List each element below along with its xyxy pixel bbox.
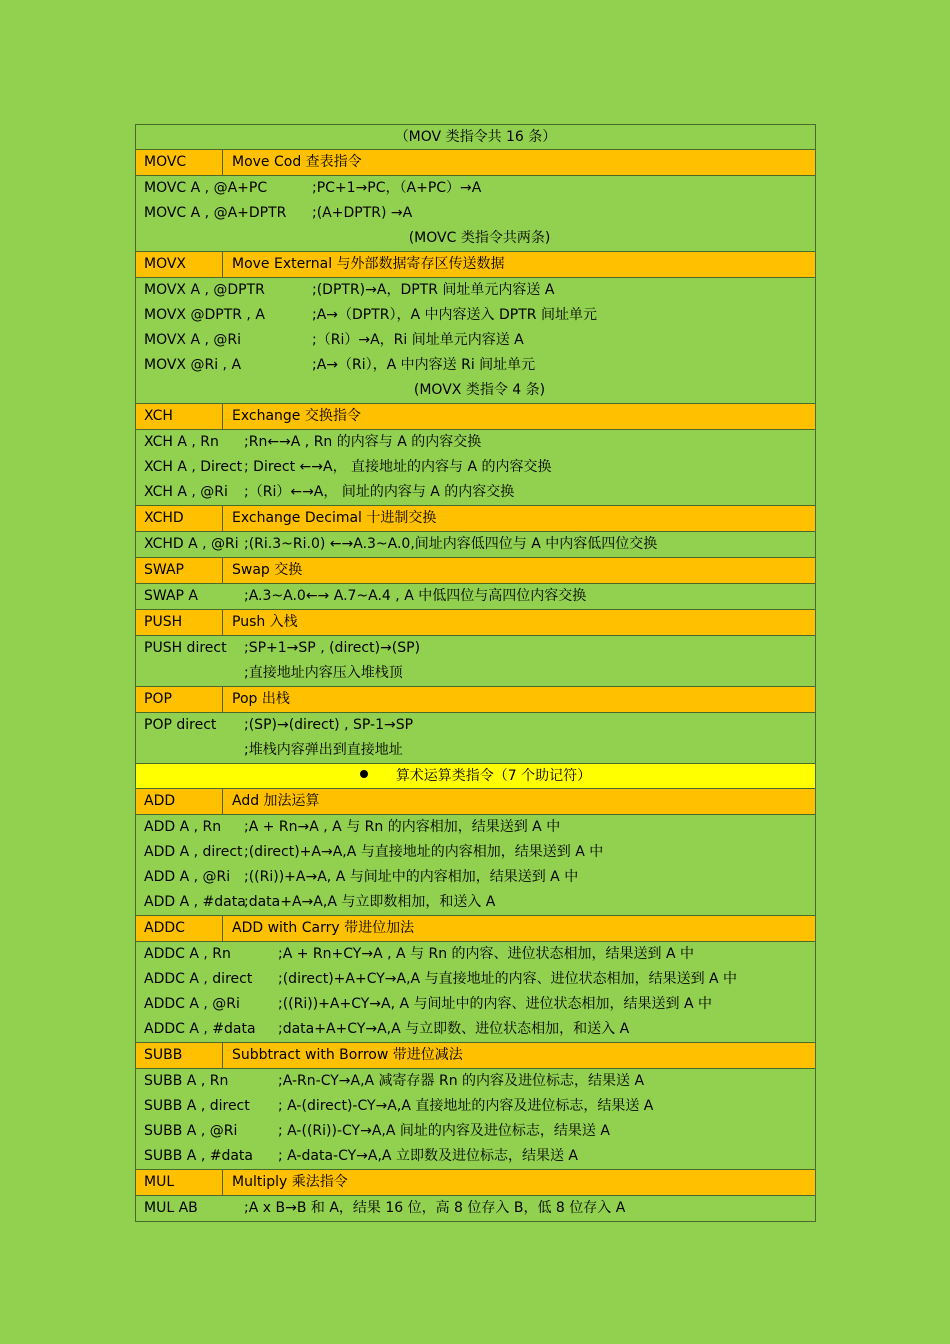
mnemonic-description: ADD with Carry 带进位加法 xyxy=(232,920,415,936)
instruction-code: SUBB A , @Ri xyxy=(144,1123,238,1139)
instruction-line xyxy=(144,1094,815,1119)
instruction-line xyxy=(144,738,815,763)
instruction-code xyxy=(144,738,244,763)
instruction-header xyxy=(136,150,815,176)
instruction-code xyxy=(144,661,244,686)
instruction-comment: ;SP+1→SP , (direct)→(SP) xyxy=(244,640,421,656)
instruction-comment: ;(direct)+A+CY→A,A 与直接地址的内容、进位状态相加，结果送到 A 中 xyxy=(278,971,738,987)
instruction-code: MOVC A , @A+DPTR xyxy=(144,205,287,221)
section-text: 算术运算类指令（7 个助记符） xyxy=(395,768,592,784)
instruction-table xyxy=(135,124,816,1222)
mnemonic: MOVC xyxy=(136,150,223,175)
mnemonic: XCHD xyxy=(136,506,223,531)
instruction-comment: ;data+A→A,A 与立即数相加，和送入 A xyxy=(244,894,496,910)
instruction-code: SUBB A , Rn xyxy=(144,1073,229,1089)
instruction-code: XCHD A , @Ri xyxy=(144,536,239,552)
instruction-body xyxy=(136,942,815,1043)
instruction-code: MOVX A , @DPTR xyxy=(144,282,265,298)
summary-note xyxy=(144,226,815,251)
instruction-code: ADDC A , #data xyxy=(144,1021,256,1037)
instruction-comment: ;(DPTR)→A，DPTR 间址单元内容送 A xyxy=(312,282,555,298)
instruction-comment: ; Direct ←→A， 直接地址的内容与 A 的内容交换 xyxy=(244,459,552,475)
instruction-code: XCH A , @Ri xyxy=(144,484,228,500)
instruction-comment: ;data+A+CY→A,A 与立即数、进位状态相加，和送入 A xyxy=(278,1021,630,1037)
instruction-comment: ;A→（Ri），A 中内容送 Ri 间址单元 xyxy=(312,357,536,373)
instruction-line xyxy=(144,455,815,480)
instruction-line xyxy=(144,1069,815,1094)
instruction-body xyxy=(136,176,815,252)
mnemonic-description: Subbtract with Borrow 带进位减法 xyxy=(232,1047,463,1063)
instruction-code: ADDC A , @Ri xyxy=(144,996,240,1012)
mnemonic-description: Exchange 交换指令 xyxy=(232,408,361,424)
instruction-line xyxy=(144,815,815,840)
instruction-code: ADD A , Rn xyxy=(144,819,222,835)
instruction-comment: ;直接地址内容压入堆栈顶 xyxy=(244,665,403,681)
instruction-comment: ;（Ri）→A，Ri 间址单元内容送 A xyxy=(312,332,524,348)
instruction-header xyxy=(136,404,815,430)
instruction-line xyxy=(144,661,815,686)
instruction-comment: ;(SP)→(direct) , SP-1→SP xyxy=(244,717,414,733)
instruction-comment: ;A x B→B 和 A，结果 16 位，高 8 位存入 B，低 8 位存入 A xyxy=(244,1200,626,1216)
instruction-code: MOVX A , @Ri xyxy=(144,332,242,348)
instruction-comment: ;（Ri）←→A， 间址的内容与 A 的内容交换 xyxy=(244,484,515,500)
instruction-line xyxy=(144,328,815,353)
mnemonic: SUBB xyxy=(136,1043,223,1068)
instruction-comment: ;A-Rn-CY→A,A 减寄存器 Rn 的内容及进位标志，结果送 A xyxy=(278,1073,645,1089)
instruction-line xyxy=(144,865,815,890)
instruction-line xyxy=(144,353,815,378)
instruction-line xyxy=(144,201,815,226)
instruction-body xyxy=(136,532,815,558)
instruction-header xyxy=(136,506,815,532)
mnemonic-description: Add 加法运算 xyxy=(232,793,320,809)
instruction-line xyxy=(144,532,815,557)
instruction-header xyxy=(136,558,815,584)
instruction-body xyxy=(136,713,815,764)
instruction-body xyxy=(136,430,815,506)
instruction-line xyxy=(144,1119,815,1144)
instruction-code: POP direct xyxy=(144,717,217,733)
summary-text: (MOVC 类指令共两条) xyxy=(408,230,551,246)
instruction-line xyxy=(144,713,815,738)
summary-text: (MOVX 类指令 4 条) xyxy=(413,382,546,398)
instruction-code: MOVX @Ri , A xyxy=(144,357,242,373)
instruction-line xyxy=(144,1017,815,1042)
instruction-line xyxy=(144,1144,815,1169)
mnemonic: SWAP xyxy=(136,558,223,583)
instruction-code: ADDC A , Rn xyxy=(144,946,231,962)
instruction-header xyxy=(136,1170,815,1196)
mnemonic: POP xyxy=(136,687,223,712)
instruction-body xyxy=(136,815,815,916)
instruction-code: XCH A , Direct xyxy=(144,459,243,475)
instruction-code: XCH A , Rn xyxy=(144,434,219,450)
mnemonic: PUSH xyxy=(136,610,223,635)
instruction-line xyxy=(144,480,815,505)
bullet-icon xyxy=(360,770,368,778)
instruction-code: MOVX @DPTR , A xyxy=(144,307,265,323)
instruction-line xyxy=(144,430,815,455)
instruction-comment: ;(direct)+A→A,A 与直接地址的内容相加，结果送到 A 中 xyxy=(244,844,604,860)
instruction-body xyxy=(136,1196,815,1222)
instruction-line xyxy=(144,303,815,328)
instruction-comment: ;A + Rn+CY→A , A 与 Rn 的内容、进位状态相加，结果送到 A 中 xyxy=(278,946,694,962)
section-title xyxy=(136,125,815,150)
instruction-comment: ;(A+DPTR) →A xyxy=(312,205,413,221)
instruction-header xyxy=(136,916,815,942)
instruction-line xyxy=(144,840,815,865)
instruction-code: ADD A , direct xyxy=(144,844,243,860)
instruction-header xyxy=(136,1043,815,1069)
mnemonic: XCH xyxy=(136,404,223,429)
instruction-code: PUSH direct xyxy=(144,640,227,656)
instruction-body xyxy=(136,636,815,687)
instruction-comment: ;((Ri))+A+CY→A, A 与间址中的内容、进位状态相加，结果送到 A 中 xyxy=(278,996,713,1012)
instruction-comment: ;A→（DPTR），A 中内容送入 DPTR 间址单元 xyxy=(312,307,597,323)
instruction-body xyxy=(136,584,815,610)
instruction-comment: ;((Ri))+A→A, A 与间址中的内容相加，结果送到 A 中 xyxy=(244,869,579,885)
instruction-header xyxy=(136,789,815,815)
instruction-comment: ; A-data-CY→A,A 立即数及进位标志，结果送 A xyxy=(278,1148,578,1164)
instruction-comment: ;(Ri.3~Ri.0) ←→A.3~A.0,间址内容低四位与 A 中内容低四位交换 xyxy=(244,536,658,552)
instruction-body xyxy=(136,1069,815,1170)
instruction-comment: ; A-(direct)-CY→A,A 直接地址的内容及进位标志，结果送 A xyxy=(278,1098,654,1114)
mnemonic-description: Exchange Decimal 十进制交换 xyxy=(232,510,437,526)
instruction-header xyxy=(136,610,815,636)
mnemonic: ADD xyxy=(136,789,223,814)
mnemonic: MOVX xyxy=(136,252,223,277)
instruction-line xyxy=(144,967,815,992)
instruction-comment: ;A.3~A.0←→ A.7~A.4 , A 中低四位与高四位内容交换 xyxy=(244,588,587,604)
mnemonic: MUL xyxy=(136,1170,223,1195)
instruction-code: ADD A , @Ri xyxy=(144,869,231,885)
mnemonic-description: Move Cod 查表指令 xyxy=(232,154,362,170)
instruction-line xyxy=(144,636,815,661)
instruction-code: SWAP A xyxy=(144,588,199,604)
mnemonic-description: Swap 交换 xyxy=(232,562,303,578)
instruction-code: SUBB A , #data xyxy=(144,1148,253,1164)
instruction-line xyxy=(144,1196,815,1221)
instruction-line xyxy=(144,942,815,967)
instruction-header xyxy=(136,252,815,278)
instruction-comment: ;PC+1→PC，（A+PC）→A xyxy=(312,180,482,196)
instruction-body xyxy=(136,278,815,404)
mnemonic-description: Push 入栈 xyxy=(232,614,298,630)
instruction-comment: ;Rn←→A , Rn 的内容与 A 的内容交换 xyxy=(244,434,482,450)
instruction-comment: ;A + Rn→A , A 与 Rn 的内容相加，结果送到 A 中 xyxy=(244,819,561,835)
instruction-header xyxy=(136,687,815,713)
instruction-line xyxy=(144,584,815,609)
mnemonic-description: Move External 与外部数据寄存区传送数据 xyxy=(232,256,505,272)
instruction-line xyxy=(144,992,815,1017)
mnemonic-description: Multiply 乘法指令 xyxy=(232,1174,348,1190)
section-title xyxy=(136,764,815,789)
instruction-line xyxy=(144,278,815,303)
instruction-line xyxy=(144,890,815,915)
section-text: （MOV 类指令共 16 条） xyxy=(394,129,557,145)
instruction-comment: ;堆栈内容弹出到直接地址 xyxy=(244,742,403,758)
mnemonic-description: Pop 出栈 xyxy=(232,691,290,707)
instruction-comment: ; A-((Ri))-CY→A,A 间址的内容及进位标志，结果送 A xyxy=(278,1123,610,1139)
instruction-code: ADD A , #data xyxy=(144,894,246,910)
summary-note xyxy=(144,378,815,403)
instruction-code: ADDC A , direct xyxy=(144,971,253,987)
mnemonic: ADDC xyxy=(136,916,223,941)
instruction-code: MUL AB xyxy=(144,1200,198,1216)
instruction-code: MOVC A , @A+PC xyxy=(144,180,268,196)
instruction-code: SUBB A , direct xyxy=(144,1098,250,1114)
instruction-line xyxy=(144,176,815,201)
